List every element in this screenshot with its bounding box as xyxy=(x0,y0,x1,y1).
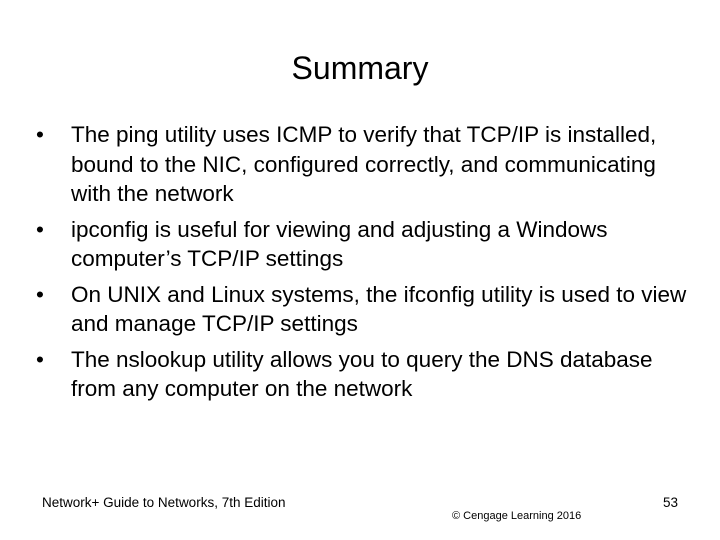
page-number: 53 xyxy=(662,495,678,510)
bullet-glyph: • xyxy=(36,216,44,242)
bullet-item xyxy=(30,345,690,404)
bullet-item xyxy=(30,215,690,274)
bullet-glyph: • xyxy=(36,122,44,147)
bullet-item xyxy=(30,280,690,339)
bullet-glyph: • xyxy=(36,346,44,372)
bullet-text: The nslookup utility allows you to query the DNS database from any computer on the network xyxy=(71,346,653,401)
bullet-text: ipconfig is useful for viewing and adjusting a Windows computer’s TCP/IP settings xyxy=(71,216,608,271)
bullet-list xyxy=(30,120,690,410)
footer-copyright: © Cengage Learning 2016 xyxy=(452,510,582,522)
bullet-text: The ping utility uses ICMP to verify that TCP/IP is installed, bound to the NIC, configured correctly, and communicating with the network xyxy=(71,122,657,206)
bullet-glyph: • xyxy=(36,281,44,307)
bullet-item xyxy=(30,120,690,209)
footer-book-title: Network+ Guide to Networks, 7th Edition xyxy=(42,495,286,510)
slide-title: Summary xyxy=(291,50,429,86)
bullet-text: On UNIX and Linux systems, the ifconfig utility is used to view and manage TCP/IP settings xyxy=(71,281,687,336)
